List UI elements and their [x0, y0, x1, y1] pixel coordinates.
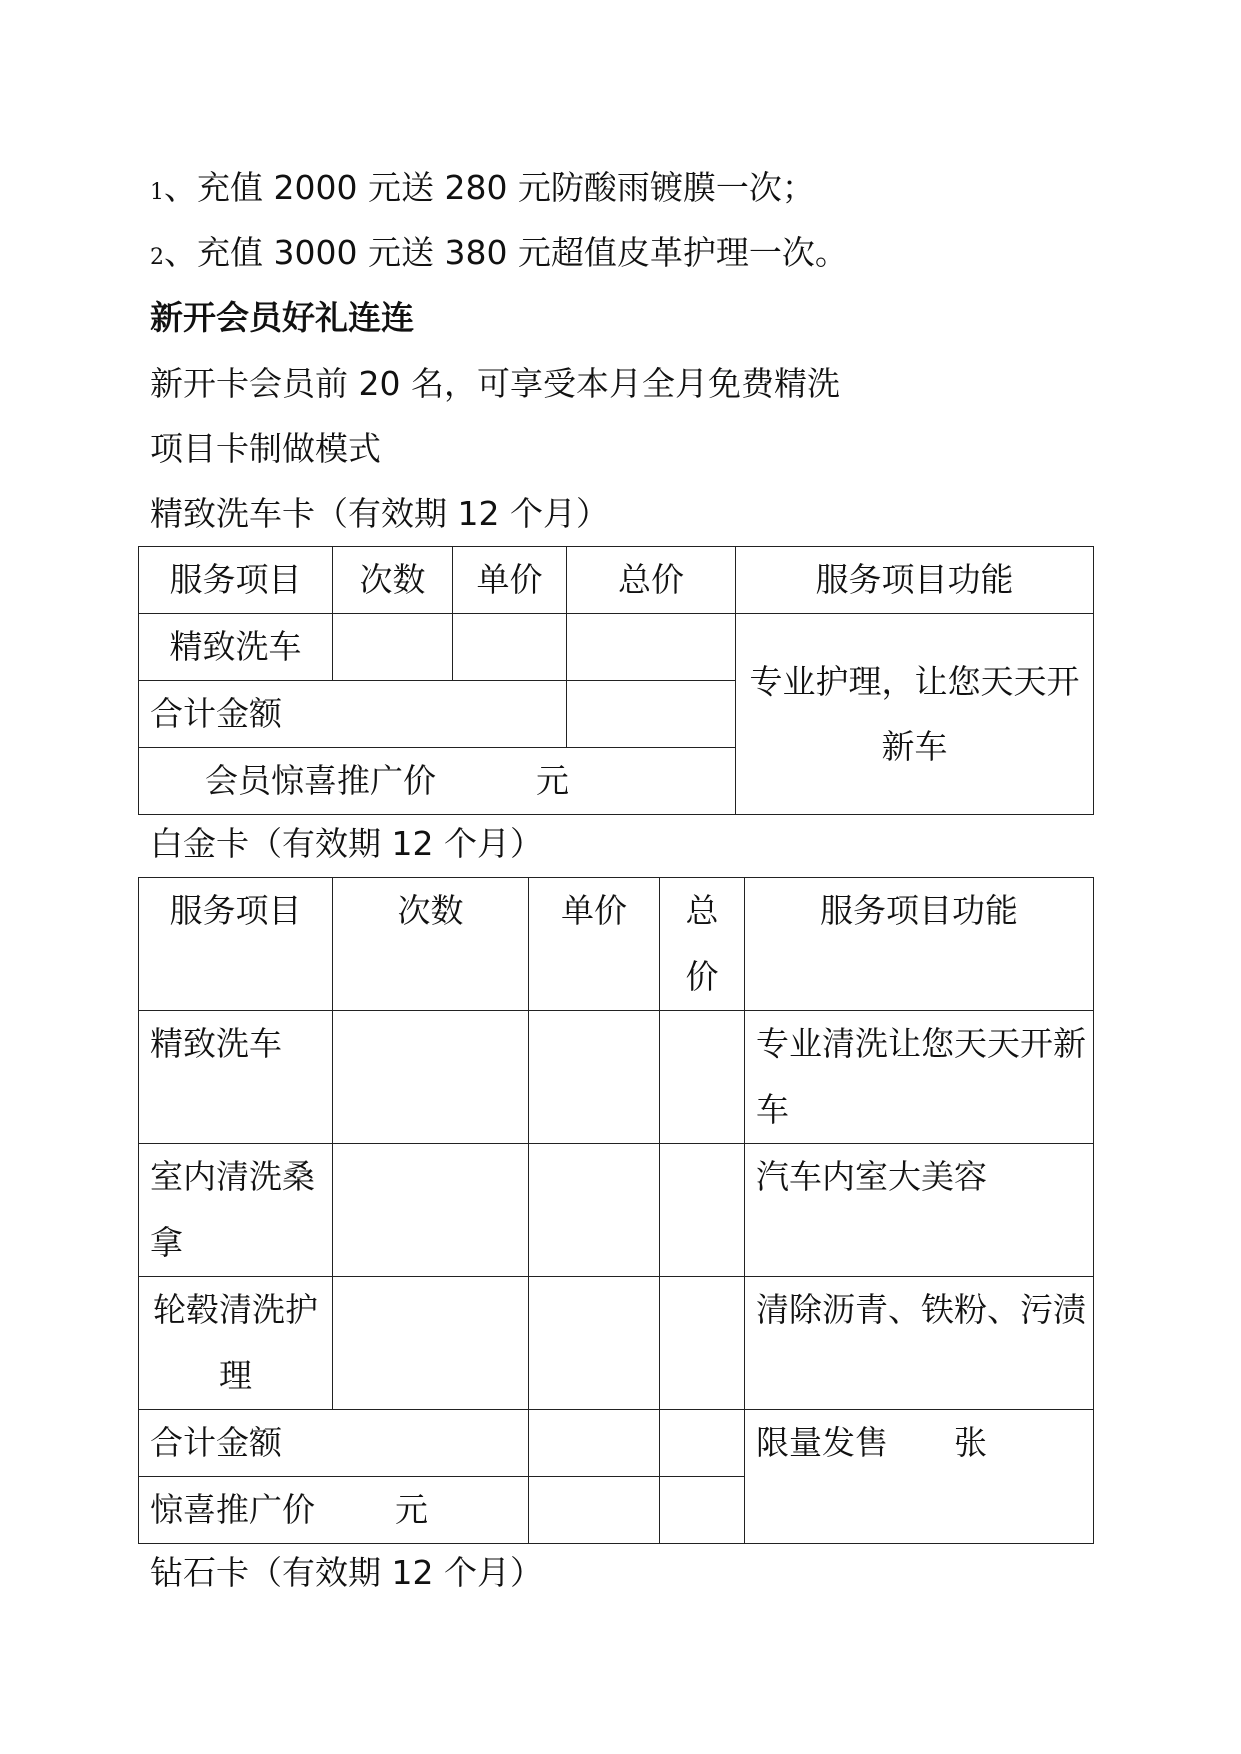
card2-title: 白金卡（有效期 12 个月） [150, 824, 543, 863]
total-unit-price-cell [529, 1410, 660, 1477]
unit-price-cell [529, 1277, 660, 1410]
new-member-offer: 新开卡会员前 20 名，可享受本月全月免费精洗 [150, 364, 840, 403]
count-cell [333, 1144, 529, 1277]
total-price-cell [567, 614, 736, 681]
promo-item-2-number: 2 [150, 245, 164, 270]
unit-price-cell [453, 614, 567, 681]
promo-price-unit: 元 [395, 1490, 428, 1529]
total-label: 合计金额 [139, 681, 567, 748]
promo-item-1 [150, 168, 815, 213]
total-label: 合计金额 [139, 1410, 529, 1477]
card2-table [138, 877, 1094, 1544]
promo-item-1-text: 、充值 2000 元送 280 元防酸雨镀膜一次； [164, 168, 815, 207]
count-cell [333, 1277, 529, 1410]
new-member-heading: 新开会员好礼连连 [150, 298, 414, 337]
total-price-cell [660, 1011, 745, 1144]
function-cell: 专业清洗让您天天开新车 [745, 1011, 1094, 1144]
limit-unit: 张 [954, 1423, 987, 1462]
promo-item-1-number: 1 [150, 180, 164, 205]
promo-price-cell [139, 748, 736, 815]
header-unit-price: 单价 [529, 878, 660, 1011]
header-total-price: 总价 [567, 547, 736, 614]
total-row [139, 1410, 1094, 1477]
table-row [139, 1011, 1094, 1144]
table-header-row [139, 878, 1094, 1011]
table-row [139, 1144, 1094, 1277]
promo-price-unit: 元 [536, 761, 569, 800]
header-function: 服务项目功能 [736, 547, 1094, 614]
total-price-cell [660, 1144, 745, 1277]
card3-title: 钻石卡（有效期 12 个月） [150, 1553, 543, 1592]
function-cell: 清除沥青、铁粉、污渍 [745, 1277, 1094, 1410]
service-cell: 精致洗车 [139, 614, 333, 681]
count-cell [333, 614, 453, 681]
total-price-cell [660, 1277, 745, 1410]
card1-title: 精致洗车卡（有效期 12 个月） [150, 494, 609, 533]
function-cell: 专业护理，让您天天开新车 [736, 614, 1094, 815]
unit-price-cell [529, 1011, 660, 1144]
header-service: 服务项目 [139, 878, 333, 1011]
total-value-cell [567, 681, 736, 748]
header-total-price: 总价 [660, 878, 745, 1011]
promo-unit-price-cell [529, 1477, 660, 1544]
service-cell: 轮毂清洗护理 [139, 1277, 333, 1410]
promo-price-cell [139, 1477, 529, 1544]
promo-price-label: 惊喜推广价 [150, 1490, 315, 1529]
function-cell: 汽车内室大美容 [745, 1144, 1094, 1277]
total-value-cell [660, 1410, 745, 1477]
card-mode-title: 项目卡制做模式 [150, 429, 381, 468]
limit-cell [745, 1410, 1094, 1544]
header-count: 次数 [333, 878, 529, 1011]
header-count: 次数 [333, 547, 453, 614]
table-header-row [139, 547, 1094, 614]
table-row [139, 614, 1094, 681]
card1-table [138, 546, 1094, 815]
unit-price-cell [529, 1144, 660, 1277]
table-row [139, 1277, 1094, 1410]
service-cell: 精致洗车 [139, 1011, 333, 1144]
limit-label: 限量发售 [756, 1423, 888, 1462]
header-service: 服务项目 [139, 547, 333, 614]
service-cell: 室内清洗桑拿 [139, 1144, 333, 1277]
header-unit-price: 单价 [453, 547, 567, 614]
promo-total-cell [660, 1477, 745, 1544]
count-cell [333, 1011, 529, 1144]
promo-price-label: 会员惊喜推广价 [205, 761, 436, 800]
promo-item-2 [150, 233, 848, 278]
promo-item-2-text: 、充值 3000 元送 380 元超值皮革护理一次。 [164, 233, 848, 272]
header-function: 服务项目功能 [745, 878, 1094, 1011]
